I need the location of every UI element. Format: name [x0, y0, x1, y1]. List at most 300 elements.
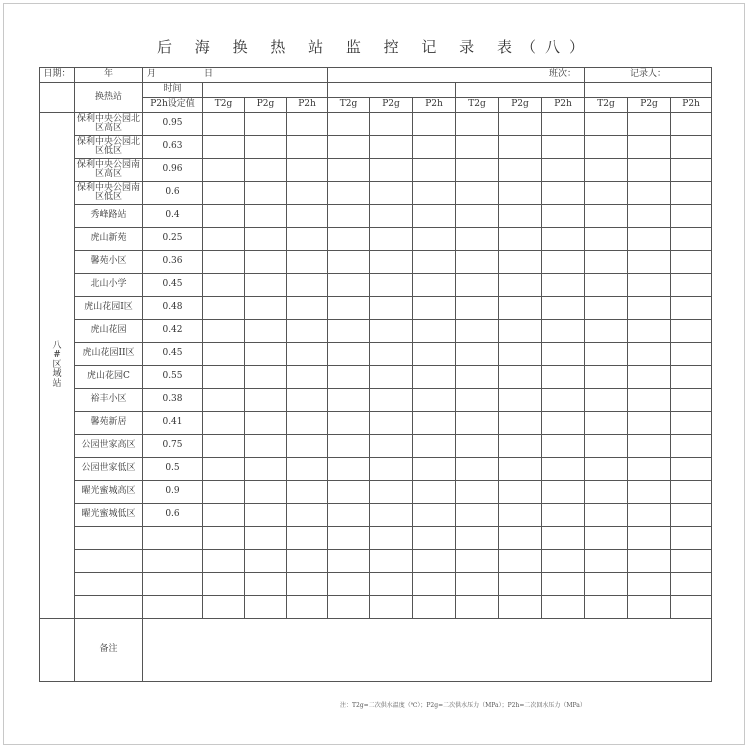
reading-cell[interactable] — [456, 274, 499, 297]
table-row — [40, 113, 712, 136]
reading-cell[interactable] — [287, 251, 328, 274]
reading-cell[interactable] — [499, 389, 542, 412]
reading-cell[interactable] — [671, 320, 712, 343]
reading-cell[interactable] — [456, 136, 499, 159]
reading-cell[interactable] — [245, 596, 287, 619]
reading-cell[interactable] — [542, 343, 585, 366]
reading-cell[interactable] — [203, 297, 245, 320]
reading-cell[interactable] — [542, 274, 585, 297]
reading-cell[interactable] — [245, 435, 287, 458]
reading-cell[interactable] — [413, 228, 456, 251]
reading-cell[interactable] — [328, 550, 370, 573]
reading-cell[interactable] — [328, 274, 370, 297]
reading-cell[interactable] — [287, 481, 328, 504]
reading-cell[interactable] — [413, 573, 456, 596]
reading-cell[interactable] — [245, 550, 287, 573]
reading-cell[interactable] — [585, 205, 628, 228]
reading-cell[interactable] — [628, 343, 671, 366]
setpoint-value: 0.45 — [143, 343, 203, 366]
reading-cell[interactable] — [542, 136, 585, 159]
station-name — [75, 573, 143, 596]
reading-cell[interactable] — [203, 228, 245, 251]
reading-cell[interactable] — [628, 136, 671, 159]
reading-cell[interactable] — [328, 366, 370, 389]
reading-cell[interactable] — [628, 504, 671, 527]
reading-cell[interactable] — [203, 435, 245, 458]
reading-cell[interactable] — [413, 412, 456, 435]
reading-cell[interactable] — [456, 435, 499, 458]
remarks-label: 备注 — [75, 619, 143, 682]
reading-cell[interactable] — [542, 297, 585, 320]
param-header-t2g: T2g — [456, 98, 499, 113]
reading-cell[interactable] — [328, 228, 370, 251]
reading-cell[interactable] — [245, 343, 287, 366]
reading-cell[interactable] — [542, 573, 585, 596]
reading-cell[interactable] — [499, 228, 542, 251]
year-label: 年 — [75, 68, 143, 83]
reading-cell[interactable] — [328, 596, 370, 619]
reading-cell[interactable] — [542, 412, 585, 435]
reading-cell[interactable] — [671, 182, 712, 205]
table-row — [40, 228, 712, 251]
reading-cell[interactable] — [499, 481, 542, 504]
reading-cell[interactable] — [413, 136, 456, 159]
reading-cell[interactable] — [585, 389, 628, 412]
reading-cell[interactable] — [585, 320, 628, 343]
reading-cell[interactable] — [370, 113, 413, 136]
recorder-field[interactable] — [585, 68, 712, 83]
reading-cell[interactable] — [671, 504, 712, 527]
reading-cell[interactable] — [287, 550, 328, 573]
reading-cell[interactable] — [499, 274, 542, 297]
reading-cell[interactable] — [456, 251, 499, 274]
reading-cell[interactable] — [413, 320, 456, 343]
reading-cell[interactable] — [628, 435, 671, 458]
setpoint-value: 0.41 — [143, 412, 203, 435]
reading-cell[interactable] — [542, 435, 585, 458]
reading-cell[interactable] — [499, 182, 542, 205]
reading-cell[interactable] — [542, 251, 585, 274]
reading-cell[interactable] — [203, 251, 245, 274]
reading-cell[interactable] — [370, 320, 413, 343]
time-slot-3[interactable] — [456, 83, 585, 98]
reading-cell[interactable] — [328, 205, 370, 228]
reading-cell[interactable] — [542, 527, 585, 550]
reading-cell[interactable] — [328, 297, 370, 320]
reading-cell[interactable] — [328, 182, 370, 205]
reading-cell[interactable] — [671, 527, 712, 550]
reading-cell[interactable] — [499, 412, 542, 435]
reading-cell[interactable] — [542, 389, 585, 412]
reading-cell[interactable] — [370, 205, 413, 228]
reading-cell[interactable] — [456, 228, 499, 251]
reading-cell[interactable] — [456, 458, 499, 481]
reading-cell[interactable] — [370, 550, 413, 573]
reading-cell[interactable] — [370, 458, 413, 481]
reading-cell[interactable] — [203, 596, 245, 619]
reading-cell[interactable] — [203, 573, 245, 596]
reading-cell[interactable] — [370, 251, 413, 274]
reading-cell[interactable] — [370, 435, 413, 458]
reading-cell[interactable] — [203, 320, 245, 343]
reading-cell[interactable] — [456, 366, 499, 389]
reading-cell[interactable] — [628, 251, 671, 274]
reading-cell[interactable] — [628, 182, 671, 205]
reading-cell[interactable] — [370, 527, 413, 550]
reading-cell[interactable] — [328, 481, 370, 504]
reading-cell[interactable] — [287, 366, 328, 389]
reading-cell[interactable] — [628, 458, 671, 481]
reading-cell[interactable] — [456, 504, 499, 527]
setpoint-value: 0.5 — [143, 458, 203, 481]
reading-cell[interactable] — [245, 389, 287, 412]
reading-cell[interactable] — [628, 113, 671, 136]
reading-cell[interactable] — [585, 435, 628, 458]
reading-cell[interactable] — [585, 366, 628, 389]
reading-cell[interactable] — [328, 320, 370, 343]
table-row — [40, 527, 712, 550]
region-label-char: 域 — [52, 369, 62, 380]
param-header-p2g: P2g — [370, 98, 413, 113]
param-header-p2h: P2h — [542, 98, 585, 113]
reading-cell[interactable] — [203, 113, 245, 136]
reading-cell[interactable] — [328, 573, 370, 596]
reading-cell[interactable] — [585, 504, 628, 527]
reading-cell[interactable] — [499, 205, 542, 228]
reading-cell[interactable] — [287, 412, 328, 435]
reading-cell[interactable] — [287, 596, 328, 619]
reading-cell[interactable] — [542, 320, 585, 343]
table-row — [40, 366, 712, 389]
reading-cell[interactable] — [245, 159, 287, 182]
reading-cell[interactable] — [413, 389, 456, 412]
setpoint-value: 0.95 — [143, 113, 203, 136]
reading-cell[interactable] — [499, 550, 542, 573]
reading-cell[interactable] — [413, 182, 456, 205]
reading-cell[interactable] — [287, 320, 328, 343]
reading-cell[interactable] — [671, 136, 712, 159]
reading-cell[interactable] — [585, 159, 628, 182]
reading-cell[interactable] — [542, 228, 585, 251]
param-header-t2g: T2g — [328, 98, 370, 113]
reading-cell[interactable] — [499, 251, 542, 274]
reading-cell[interactable] — [328, 435, 370, 458]
reading-cell[interactable] — [328, 159, 370, 182]
reading-cell[interactable] — [671, 389, 712, 412]
reading-cell[interactable] — [370, 389, 413, 412]
setpoint-value: 0.42 — [143, 320, 203, 343]
reading-cell[interactable] — [370, 159, 413, 182]
reading-cell[interactable] — [671, 228, 712, 251]
reading-cell[interactable] — [542, 481, 585, 504]
month-day-field[interactable] — [143, 68, 328, 83]
reading-cell[interactable] — [370, 182, 413, 205]
reading-cell[interactable] — [456, 596, 499, 619]
reading-cell[interactable] — [628, 297, 671, 320]
reading-cell[interactable] — [203, 205, 245, 228]
reading-cell[interactable] — [628, 366, 671, 389]
table-row — [40, 435, 712, 458]
reading-cell[interactable] — [413, 458, 456, 481]
reading-cell[interactable] — [628, 573, 671, 596]
reading-cell[interactable] — [456, 182, 499, 205]
reading-cell[interactable] — [203, 550, 245, 573]
reading-cell[interactable] — [413, 366, 456, 389]
reading-cell[interactable] — [245, 251, 287, 274]
reading-cell[interactable] — [203, 527, 245, 550]
reading-cell[interactable] — [287, 136, 328, 159]
reading-cell[interactable] — [628, 550, 671, 573]
reading-cell[interactable] — [542, 550, 585, 573]
station-name: 虎山花园I区 — [75, 297, 143, 320]
station-name — [75, 527, 143, 550]
reading-cell[interactable] — [328, 251, 370, 274]
reading-cell[interactable] — [413, 297, 456, 320]
reading-cell[interactable] — [413, 343, 456, 366]
reading-cell[interactable] — [671, 573, 712, 596]
reading-cell[interactable] — [245, 366, 287, 389]
reading-cell[interactable] — [585, 573, 628, 596]
reading-cell[interactable] — [671, 343, 712, 366]
reading-cell[interactable] — [585, 481, 628, 504]
reading-cell[interactable] — [370, 412, 413, 435]
reading-cell[interactable] — [287, 343, 328, 366]
reading-cell[interactable] — [585, 228, 628, 251]
reading-cell[interactable] — [628, 481, 671, 504]
reading-cell[interactable] — [499, 596, 542, 619]
reading-cell[interactable] — [203, 182, 245, 205]
reading-cell[interactable] — [413, 159, 456, 182]
reading-cell[interactable] — [585, 596, 628, 619]
reading-cell[interactable] — [413, 527, 456, 550]
reading-cell[interactable] — [287, 159, 328, 182]
reading-cell[interactable] — [413, 205, 456, 228]
reading-cell[interactable] — [671, 458, 712, 481]
reading-cell[interactable] — [628, 274, 671, 297]
reading-cell[interactable] — [628, 596, 671, 619]
reading-cell[interactable] — [245, 274, 287, 297]
reading-cell[interactable] — [542, 182, 585, 205]
reading-cell[interactable] — [456, 550, 499, 573]
reading-cell[interactable] — [287, 504, 328, 527]
reading-cell[interactable] — [671, 366, 712, 389]
reading-cell[interactable] — [413, 113, 456, 136]
reading-cell[interactable] — [370, 297, 413, 320]
reading-cell[interactable] — [585, 412, 628, 435]
reading-cell[interactable] — [456, 527, 499, 550]
reading-cell[interactable] — [585, 550, 628, 573]
reading-cell[interactable] — [542, 504, 585, 527]
reading-cell[interactable] — [628, 527, 671, 550]
reading-cell[interactable] — [499, 527, 542, 550]
reading-cell[interactable] — [287, 274, 328, 297]
station-name: 裕丰小区 — [75, 389, 143, 412]
reading-cell[interactable] — [245, 228, 287, 251]
reading-cell[interactable] — [328, 458, 370, 481]
reading-cell[interactable] — [499, 458, 542, 481]
reading-cell[interactable] — [628, 205, 671, 228]
reading-cell[interactable] — [456, 159, 499, 182]
reading-cell[interactable] — [585, 527, 628, 550]
reading-cell[interactable] — [628, 228, 671, 251]
reading-cell[interactable] — [499, 113, 542, 136]
reading-cell[interactable] — [499, 159, 542, 182]
reading-cell[interactable] — [542, 205, 585, 228]
reading-cell[interactable] — [370, 136, 413, 159]
reading-cell[interactable] — [542, 366, 585, 389]
reading-cell[interactable] — [245, 573, 287, 596]
reading-cell[interactable] — [499, 435, 542, 458]
reading-cell[interactable] — [245, 297, 287, 320]
reading-cell[interactable] — [245, 481, 287, 504]
reading-cell[interactable] — [287, 389, 328, 412]
reading-cell[interactable] — [542, 596, 585, 619]
table-row — [40, 596, 712, 619]
reading-cell[interactable] — [585, 274, 628, 297]
reading-cell[interactable] — [328, 389, 370, 412]
reading-cell[interactable] — [456, 573, 499, 596]
reading-cell[interactable] — [287, 205, 328, 228]
reading-cell[interactable] — [370, 366, 413, 389]
reading-cell[interactable] — [671, 205, 712, 228]
reading-cell[interactable] — [628, 159, 671, 182]
reading-cell[interactable] — [245, 136, 287, 159]
reading-cell[interactable] — [499, 343, 542, 366]
reading-cell[interactable] — [287, 458, 328, 481]
reading-cell[interactable] — [671, 412, 712, 435]
reading-cell[interactable] — [456, 412, 499, 435]
reading-cell[interactable] — [542, 113, 585, 136]
reading-cell[interactable] — [203, 343, 245, 366]
time-slot-2[interactable] — [328, 83, 456, 98]
reading-cell[interactable] — [203, 159, 245, 182]
remarks-field[interactable] — [143, 619, 712, 682]
reading-cell[interactable] — [456, 389, 499, 412]
reading-cell[interactable] — [585, 251, 628, 274]
reading-cell[interactable] — [499, 136, 542, 159]
recorder-label: 记录人： — [630, 69, 667, 80]
reading-cell[interactable] — [585, 297, 628, 320]
reading-cell[interactable] — [287, 527, 328, 550]
time-slot-1[interactable] — [203, 83, 328, 98]
reading-cell[interactable] — [671, 159, 712, 182]
reading-cell[interactable] — [203, 458, 245, 481]
reading-cell[interactable] — [413, 435, 456, 458]
reading-cell[interactable] — [203, 136, 245, 159]
reading-cell[interactable] — [413, 596, 456, 619]
reading-cell[interactable] — [456, 297, 499, 320]
reading-cell[interactable] — [671, 274, 712, 297]
reading-cell[interactable] — [287, 228, 328, 251]
reading-cell[interactable] — [628, 412, 671, 435]
reading-cell[interactable] — [671, 435, 712, 458]
reading-cell[interactable] — [370, 274, 413, 297]
reading-cell[interactable] — [203, 274, 245, 297]
reading-cell[interactable] — [499, 366, 542, 389]
reading-cell[interactable] — [413, 274, 456, 297]
reading-cell[interactable] — [585, 113, 628, 136]
setpoint-value — [143, 596, 203, 619]
reading-cell[interactable] — [328, 343, 370, 366]
reading-cell[interactable] — [413, 481, 456, 504]
reading-cell[interactable] — [245, 458, 287, 481]
reading-cell[interactable] — [287, 573, 328, 596]
reading-cell[interactable] — [671, 596, 712, 619]
reading-cell[interactable] — [671, 251, 712, 274]
reading-cell[interactable] — [370, 343, 413, 366]
reading-cell[interactable] — [245, 412, 287, 435]
reading-cell[interactable] — [287, 182, 328, 205]
reading-cell[interactable] — [413, 251, 456, 274]
reading-cell[interactable] — [671, 550, 712, 573]
reading-cell[interactable] — [203, 481, 245, 504]
reading-cell[interactable] — [245, 182, 287, 205]
reading-cell[interactable] — [499, 297, 542, 320]
reading-cell[interactable] — [287, 435, 328, 458]
reading-cell[interactable] — [585, 343, 628, 366]
reading-cell[interactable] — [203, 366, 245, 389]
reading-cell[interactable] — [499, 573, 542, 596]
reading-cell[interactable] — [456, 205, 499, 228]
reading-cell[interactable] — [585, 182, 628, 205]
reading-cell[interactable] — [370, 504, 413, 527]
reading-cell[interactable] — [671, 481, 712, 504]
reading-cell[interactable] — [245, 504, 287, 527]
reading-cell[interactable] — [542, 458, 585, 481]
reading-cell[interactable] — [245, 527, 287, 550]
reading-cell[interactable] — [245, 320, 287, 343]
reading-cell[interactable] — [671, 297, 712, 320]
reading-cell[interactable] — [370, 481, 413, 504]
shift-field[interactable] — [328, 68, 585, 83]
reading-cell[interactable] — [413, 504, 456, 527]
reading-cell[interactable] — [287, 297, 328, 320]
reading-cell[interactable] — [328, 113, 370, 136]
reading-cell[interactable] — [499, 320, 542, 343]
reading-cell[interactable] — [203, 389, 245, 412]
reading-cell[interactable] — [542, 159, 585, 182]
reading-cell[interactable] — [370, 228, 413, 251]
reading-cell[interactable] — [628, 389, 671, 412]
reading-cell[interactable] — [628, 320, 671, 343]
station-name: 馨苑新居 — [75, 412, 143, 435]
reading-cell[interactable] — [585, 458, 628, 481]
reading-cell[interactable] — [456, 343, 499, 366]
reading-cell[interactable] — [456, 320, 499, 343]
param-header-p2g: P2g — [499, 98, 542, 113]
reading-cell[interactable] — [671, 113, 712, 136]
reading-cell[interactable] — [287, 113, 328, 136]
station-name: 保利中央公园南区高区 — [75, 159, 143, 182]
month-label: 月 — [147, 69, 157, 80]
reading-cell[interactable] — [245, 113, 287, 136]
reading-cell[interactable] — [328, 136, 370, 159]
reading-cell[interactable] — [499, 504, 542, 527]
reading-cell[interactable] — [203, 412, 245, 435]
reading-cell[interactable] — [245, 205, 287, 228]
reading-cell[interactable] — [585, 136, 628, 159]
reading-cell[interactable] — [456, 113, 499, 136]
reading-cell[interactable] — [370, 573, 413, 596]
reading-cell[interactable] — [370, 596, 413, 619]
reading-cell[interactable] — [456, 481, 499, 504]
reading-cell[interactable] — [413, 550, 456, 573]
reading-cell[interactable] — [203, 504, 245, 527]
reading-cell[interactable] — [328, 504, 370, 527]
time-slot-4[interactable] — [585, 83, 712, 98]
reading-cell[interactable] — [328, 412, 370, 435]
reading-cell[interactable] — [328, 527, 370, 550]
